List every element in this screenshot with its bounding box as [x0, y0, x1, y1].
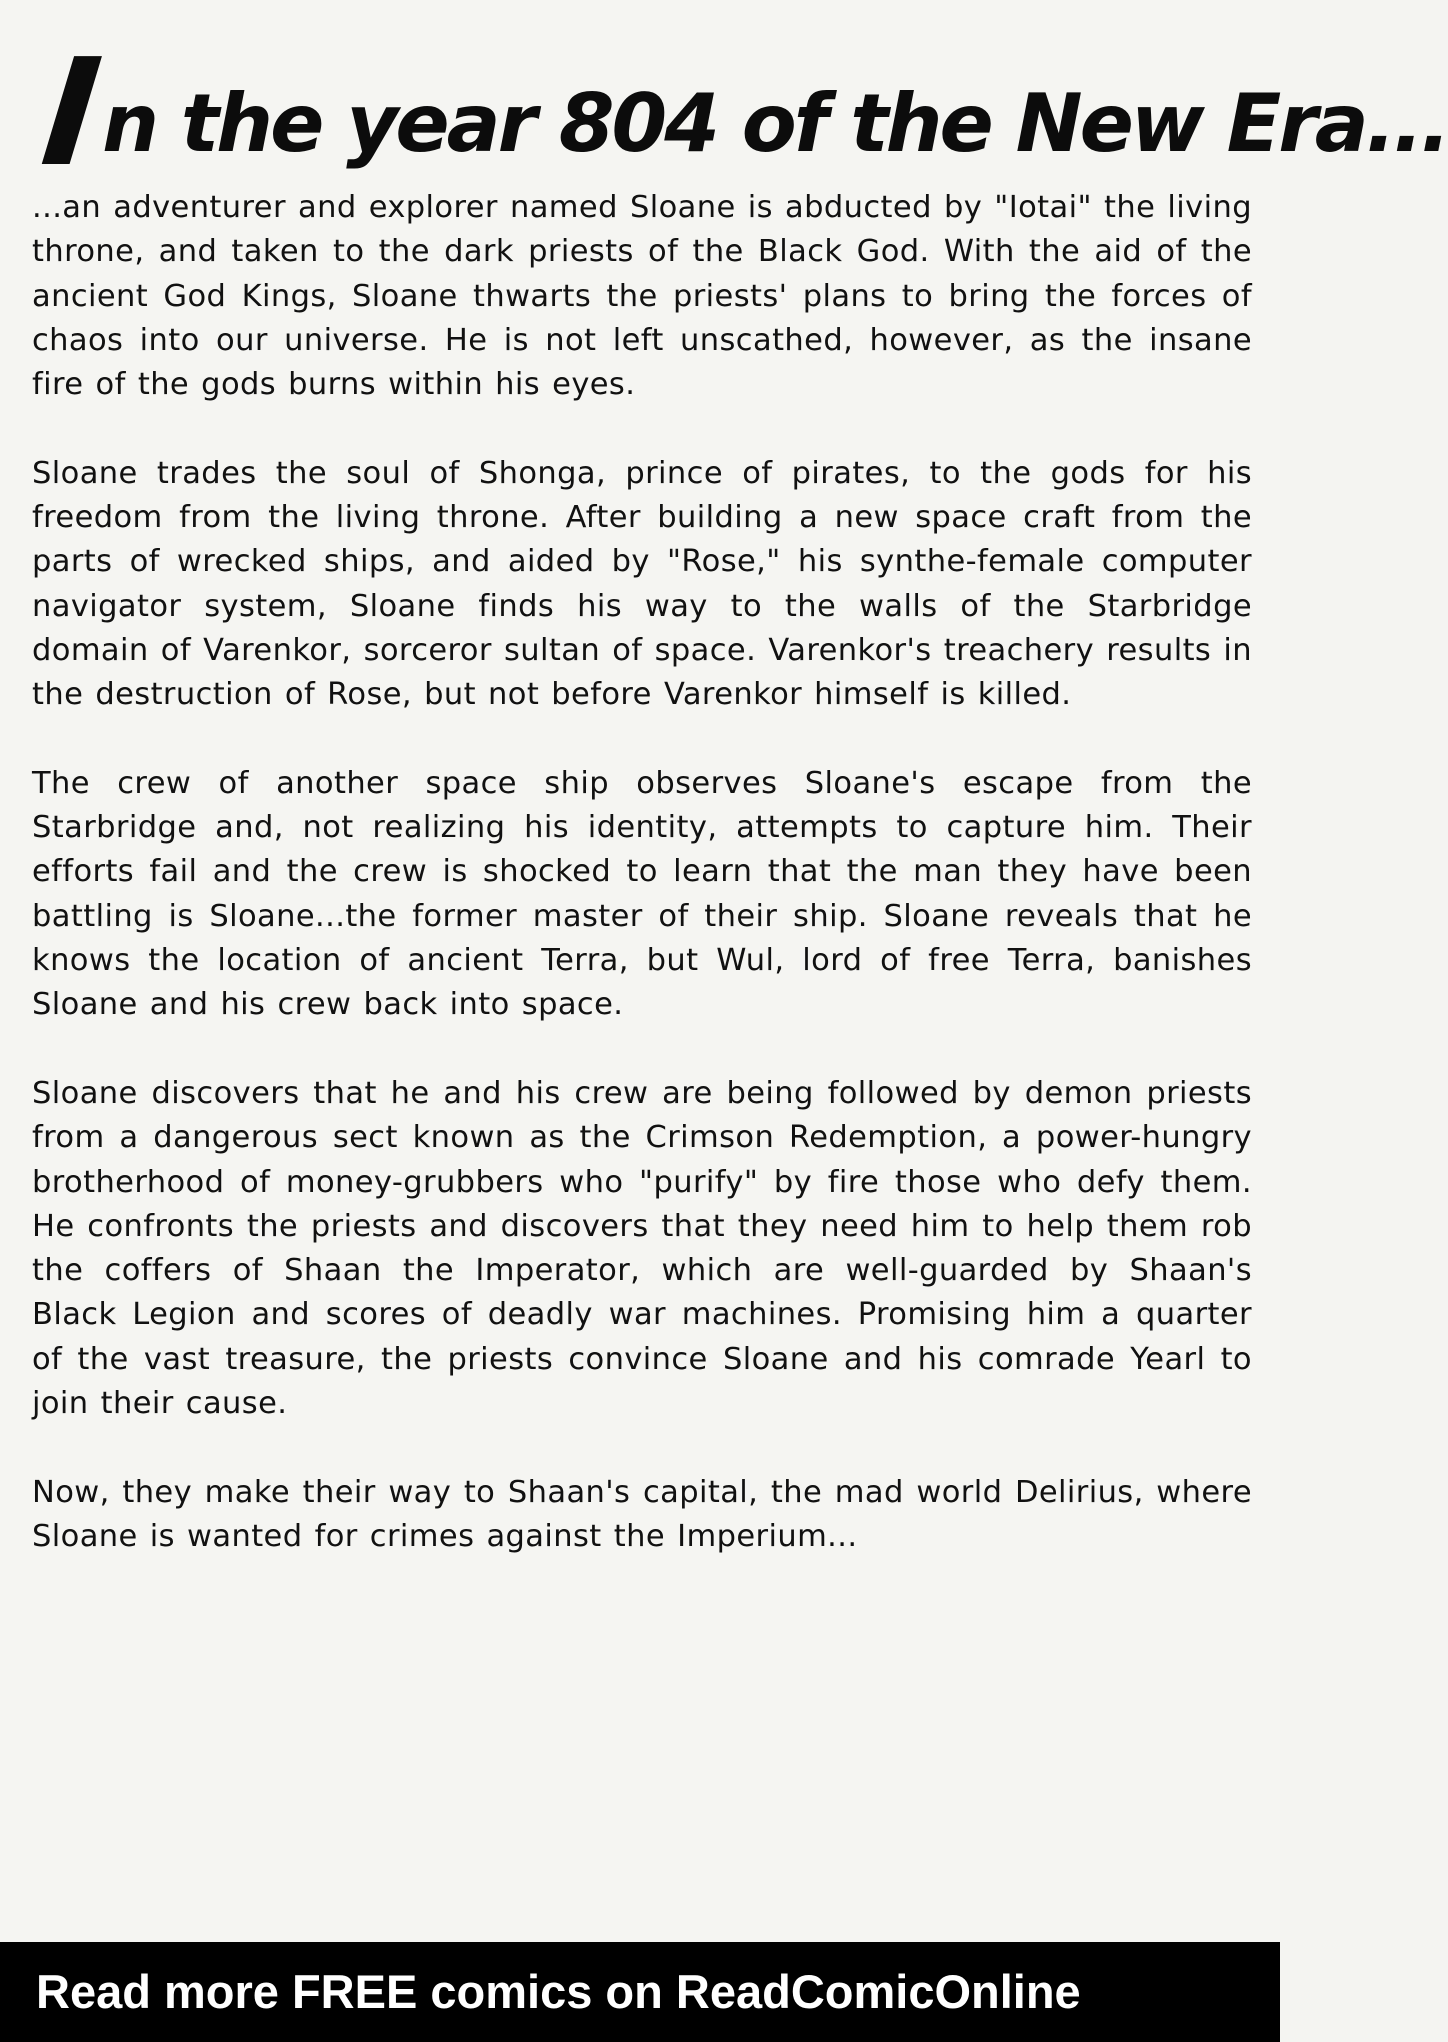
headline-text: n the year 804 of the New Era... — [102, 77, 1448, 170]
paragraph: ...an adventurer and explorer named Sloane is abducted by "Iotai" the living throne, and taken to the dark priests of the Black God. With the aid of the ancient God Kings, Sloane thwarts the priests' plans to bring the forces of chaos into our universe. He is not left unscathed, however, as the insane fire of the gods burns within his eyes. — [32, 190, 1252, 403]
recap-text — [32, 186, 1252, 1559]
paragraph: The crew of another space ship observes Sloane's escape from the Starbridge and, not realizing his identity, attempts to capture him. Their efforts fail and the crew is shocked to learn that the man they have been battling is Sloane...the former master of their ship. Sloane reveals that he knows the location of ancient Terra, but Wul, lord of free Terra, banishes Sloane and his crew back into space. — [32, 765, 1252, 1023]
paragraph: Sloane trades the soul of Shonga, prince of pirates, to the gods for his freedom from the living throne. After building a new space craft from the parts of wrecked ships, and aided by "Rose," his synthe-female computer navigator system, Sloane finds his way to the walls of the Starbridge domain of Varenkor, sorceror sultan of space. Varenkor's treachery results in the destruction of Rose, but not before Varenkor himself is killed. — [32, 455, 1252, 713]
promo-banner[interactable] — [0, 1942, 1280, 2042]
headline-initial: I — [34, 27, 106, 199]
promo-banner-text[interactable]: Read more FREE comics on ReadComicOnline — [36, 1965, 1081, 2018]
paragraph: Now, they make their way to Shaan's capital, the mad world Delirius, where Sloane is wanted for crimes against the Imperium... — [32, 1474, 1252, 1554]
paragraph: Sloane discovers that he and his crew are being followed by demon priests from a dangerous sect known as the Crimson Redemption, a power-hungry brotherhood of money-grubbers who "purify" by fire those who defy them. He confronts the priests and discovers that they need him to help them rob the coffers of Shaan the Imperator, which are well-guarded by Shaan's Black Legion and scores of deadly war machines. Promising him a quarter of the vast treasure, the priests convince Sloane and his comrade Yearl to join their cause. — [32, 1075, 1252, 1422]
page-headline — [34, 27, 1448, 199]
